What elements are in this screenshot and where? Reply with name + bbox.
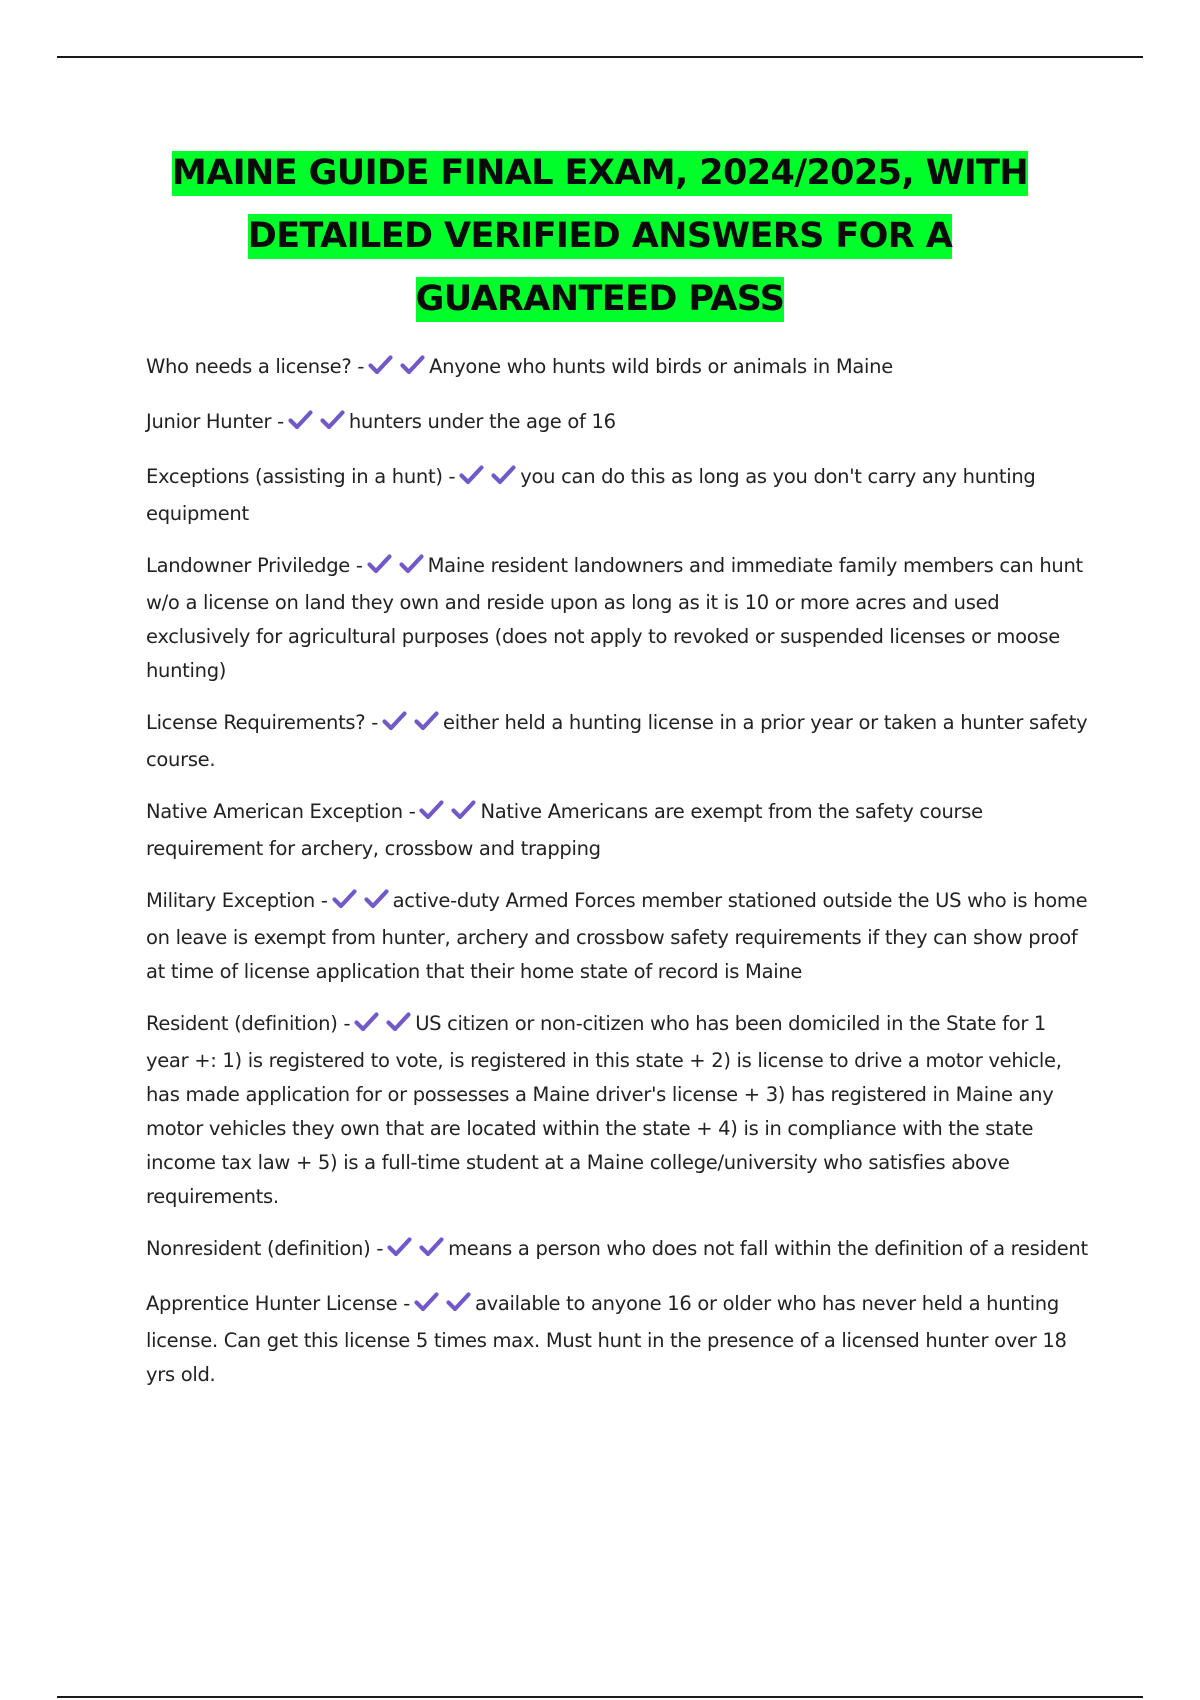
checkmark-icon bbox=[399, 553, 424, 575]
qa-list bbox=[146, 350, 1090, 1410]
checkmark-icon bbox=[491, 464, 516, 486]
question-text: Landowner Priviledge bbox=[146, 554, 350, 577]
checkmark-icon bbox=[386, 1011, 411, 1033]
verified-checkmarks bbox=[419, 798, 476, 832]
question-text: Military Exception bbox=[146, 889, 315, 912]
checkmark-icon bbox=[354, 1011, 379, 1033]
verified-checkmarks bbox=[332, 887, 389, 921]
answer-text: active-duty Armed Forces member stationed outside the US who is home on leave is exempt from hunter, archery and crossbow safety requirements if they can show proof at time of license application that their home state of record is Maine bbox=[146, 889, 1088, 983]
checkmark-icon bbox=[451, 799, 476, 821]
answer-text: Anyone who hunts wild birds or animals in Maine bbox=[429, 355, 893, 378]
separator: - bbox=[371, 711, 378, 734]
checkmark-icon bbox=[332, 888, 357, 910]
answer-text: hunters under the age of 16 bbox=[348, 410, 616, 433]
qa-item bbox=[146, 706, 1090, 777]
checkmark-icon bbox=[364, 888, 389, 910]
question-text: License Requirements? bbox=[146, 711, 366, 734]
qa-item bbox=[146, 549, 1090, 688]
verified-checkmarks bbox=[367, 552, 424, 586]
answer-text: Native Americans are exempt from the safety course requirement for archery, crossbow and trapping bbox=[146, 800, 983, 860]
question-text: Exceptions (assisting in a hunt) bbox=[146, 465, 443, 488]
question-text: Who needs a license? bbox=[146, 355, 352, 378]
verified-checkmarks bbox=[387, 1235, 444, 1269]
separator: - bbox=[376, 1237, 384, 1260]
separator: - bbox=[448, 465, 456, 488]
qa-item bbox=[146, 350, 1090, 387]
verified-checkmarks bbox=[354, 1010, 411, 1044]
checkmark-icon bbox=[459, 464, 484, 486]
separator: - bbox=[343, 1012, 351, 1035]
document-title bbox=[130, 142, 1070, 331]
separator: - bbox=[355, 554, 363, 577]
question-text: Apprentice Hunter License bbox=[146, 1292, 398, 1315]
qa-item bbox=[146, 884, 1090, 989]
answer-text: US citizen or non-citizen who has been domiciled in the State for 1 year +: 1) is registered to vote, is registered in this state + 2) is license to drive a motor vehicle, has made application for or possesses a Maine driver's license + 3) has registered in Maine any motor vehicles they own that are located within the state + 4) is in compliance with the state income tax law + 5) is a full-time student at a Maine college/university who satisfies above requirements. bbox=[146, 1012, 1062, 1208]
checkmark-icon bbox=[368, 354, 393, 376]
question-text: Native American Exception bbox=[146, 800, 403, 823]
checkmark-icon bbox=[419, 1236, 444, 1258]
question-text: Junior Hunter bbox=[146, 410, 272, 433]
verified-checkmarks bbox=[382, 709, 439, 743]
separator: - bbox=[408, 800, 416, 823]
qa-item bbox=[146, 1232, 1090, 1269]
verified-checkmarks bbox=[288, 408, 345, 442]
checkmark-icon bbox=[387, 1236, 412, 1258]
checkmark-icon bbox=[414, 710, 439, 732]
checkmark-icon bbox=[320, 409, 345, 431]
separator: - bbox=[403, 1292, 410, 1315]
question-text: Resident (definition) bbox=[146, 1012, 338, 1035]
checkmark-icon bbox=[288, 409, 313, 431]
top-rule bbox=[57, 56, 1143, 58]
separator: - bbox=[357, 355, 365, 378]
answer-text: you can do this as long as you don't carry any hunting equipment bbox=[146, 465, 1036, 525]
answer-text: means a person who does not fall within the definition of a resident bbox=[448, 1237, 1088, 1260]
qa-item bbox=[146, 1287, 1090, 1392]
separator: - bbox=[277, 410, 284, 433]
answer-text: either held a hunting license in a prior year or taken a hunter safety course. bbox=[146, 711, 1088, 771]
checkmark-icon bbox=[419, 799, 444, 821]
separator: - bbox=[320, 889, 328, 912]
verified-checkmarks bbox=[414, 1290, 471, 1324]
answer-text: available to anyone 16 or older who has never held a hunting license. Can get this license 5 times max. Must hunt in the presence of a licensed hunter over 18 yrs old. bbox=[146, 1292, 1067, 1386]
verified-checkmarks bbox=[459, 463, 516, 497]
qa-item bbox=[146, 405, 1090, 442]
qa-item bbox=[146, 460, 1090, 531]
checkmark-icon bbox=[414, 1291, 439, 1313]
question-text: Nonresident (definition) bbox=[146, 1237, 371, 1260]
checkmark-icon bbox=[446, 1291, 471, 1313]
title-highlight: MAINE GUIDE FINAL EXAM, 2024/2025, WITH DETAILED VERIFIED ANSWERS FOR A GUARANTEED PASS bbox=[172, 151, 1028, 322]
qa-item bbox=[146, 795, 1090, 866]
answer-text: Maine resident landowners and immediate family members can hunt w/o a license on land they own and reside upon as long as it is 10 or more acres and used exclusively for agricultural purposes (does not apply to revoked or suspended licenses or moose hunting) bbox=[146, 554, 1083, 682]
bottom-rule bbox=[57, 1696, 1143, 1698]
checkmark-icon bbox=[400, 354, 425, 376]
qa-item bbox=[146, 1007, 1090, 1214]
checkmark-icon bbox=[367, 553, 392, 575]
verified-checkmarks bbox=[368, 353, 425, 387]
checkmark-icon bbox=[382, 710, 407, 732]
